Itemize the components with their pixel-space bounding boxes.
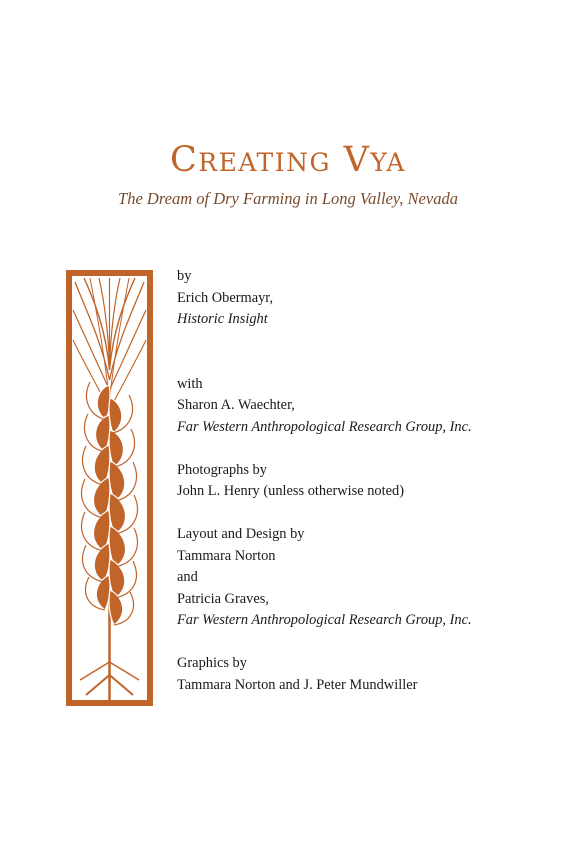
author-by-label: by bbox=[177, 268, 192, 284]
credits-block bbox=[177, 266, 557, 696]
layout-and: and bbox=[177, 569, 198, 585]
coauthor-name: Sharon A. Waechter, bbox=[177, 397, 295, 413]
graphics-label: Graphics by bbox=[177, 655, 247, 671]
author-organization: Historic Insight bbox=[177, 311, 268, 327]
wheat-stalk-icon bbox=[66, 270, 153, 706]
photographs-label: Photographs by bbox=[177, 461, 267, 478]
layout-label: Layout and Design by bbox=[177, 526, 305, 542]
page-subtitle: The Dream of Dry Farming in Long Valley, Nevada bbox=[118, 189, 458, 208]
coauthor-organization: Far Western Anthropological Research Group, Inc. bbox=[177, 418, 472, 435]
graphics-names: Tammara Norton and J. Peter Mundwiller bbox=[177, 676, 418, 693]
layout-name-2: Patricia Graves, bbox=[177, 590, 269, 607]
layout-organization: Far Western Anthropological Research Group, Inc. bbox=[177, 612, 472, 628]
page-title: Creating Vya bbox=[170, 140, 406, 180]
with-label: with bbox=[177, 375, 203, 392]
author-name: Erich Obermayr, bbox=[177, 289, 274, 306]
layout-name-1: Tammara Norton bbox=[177, 547, 276, 564]
photographs-credit: John L. Henry (unless otherwise noted) bbox=[177, 483, 405, 499]
